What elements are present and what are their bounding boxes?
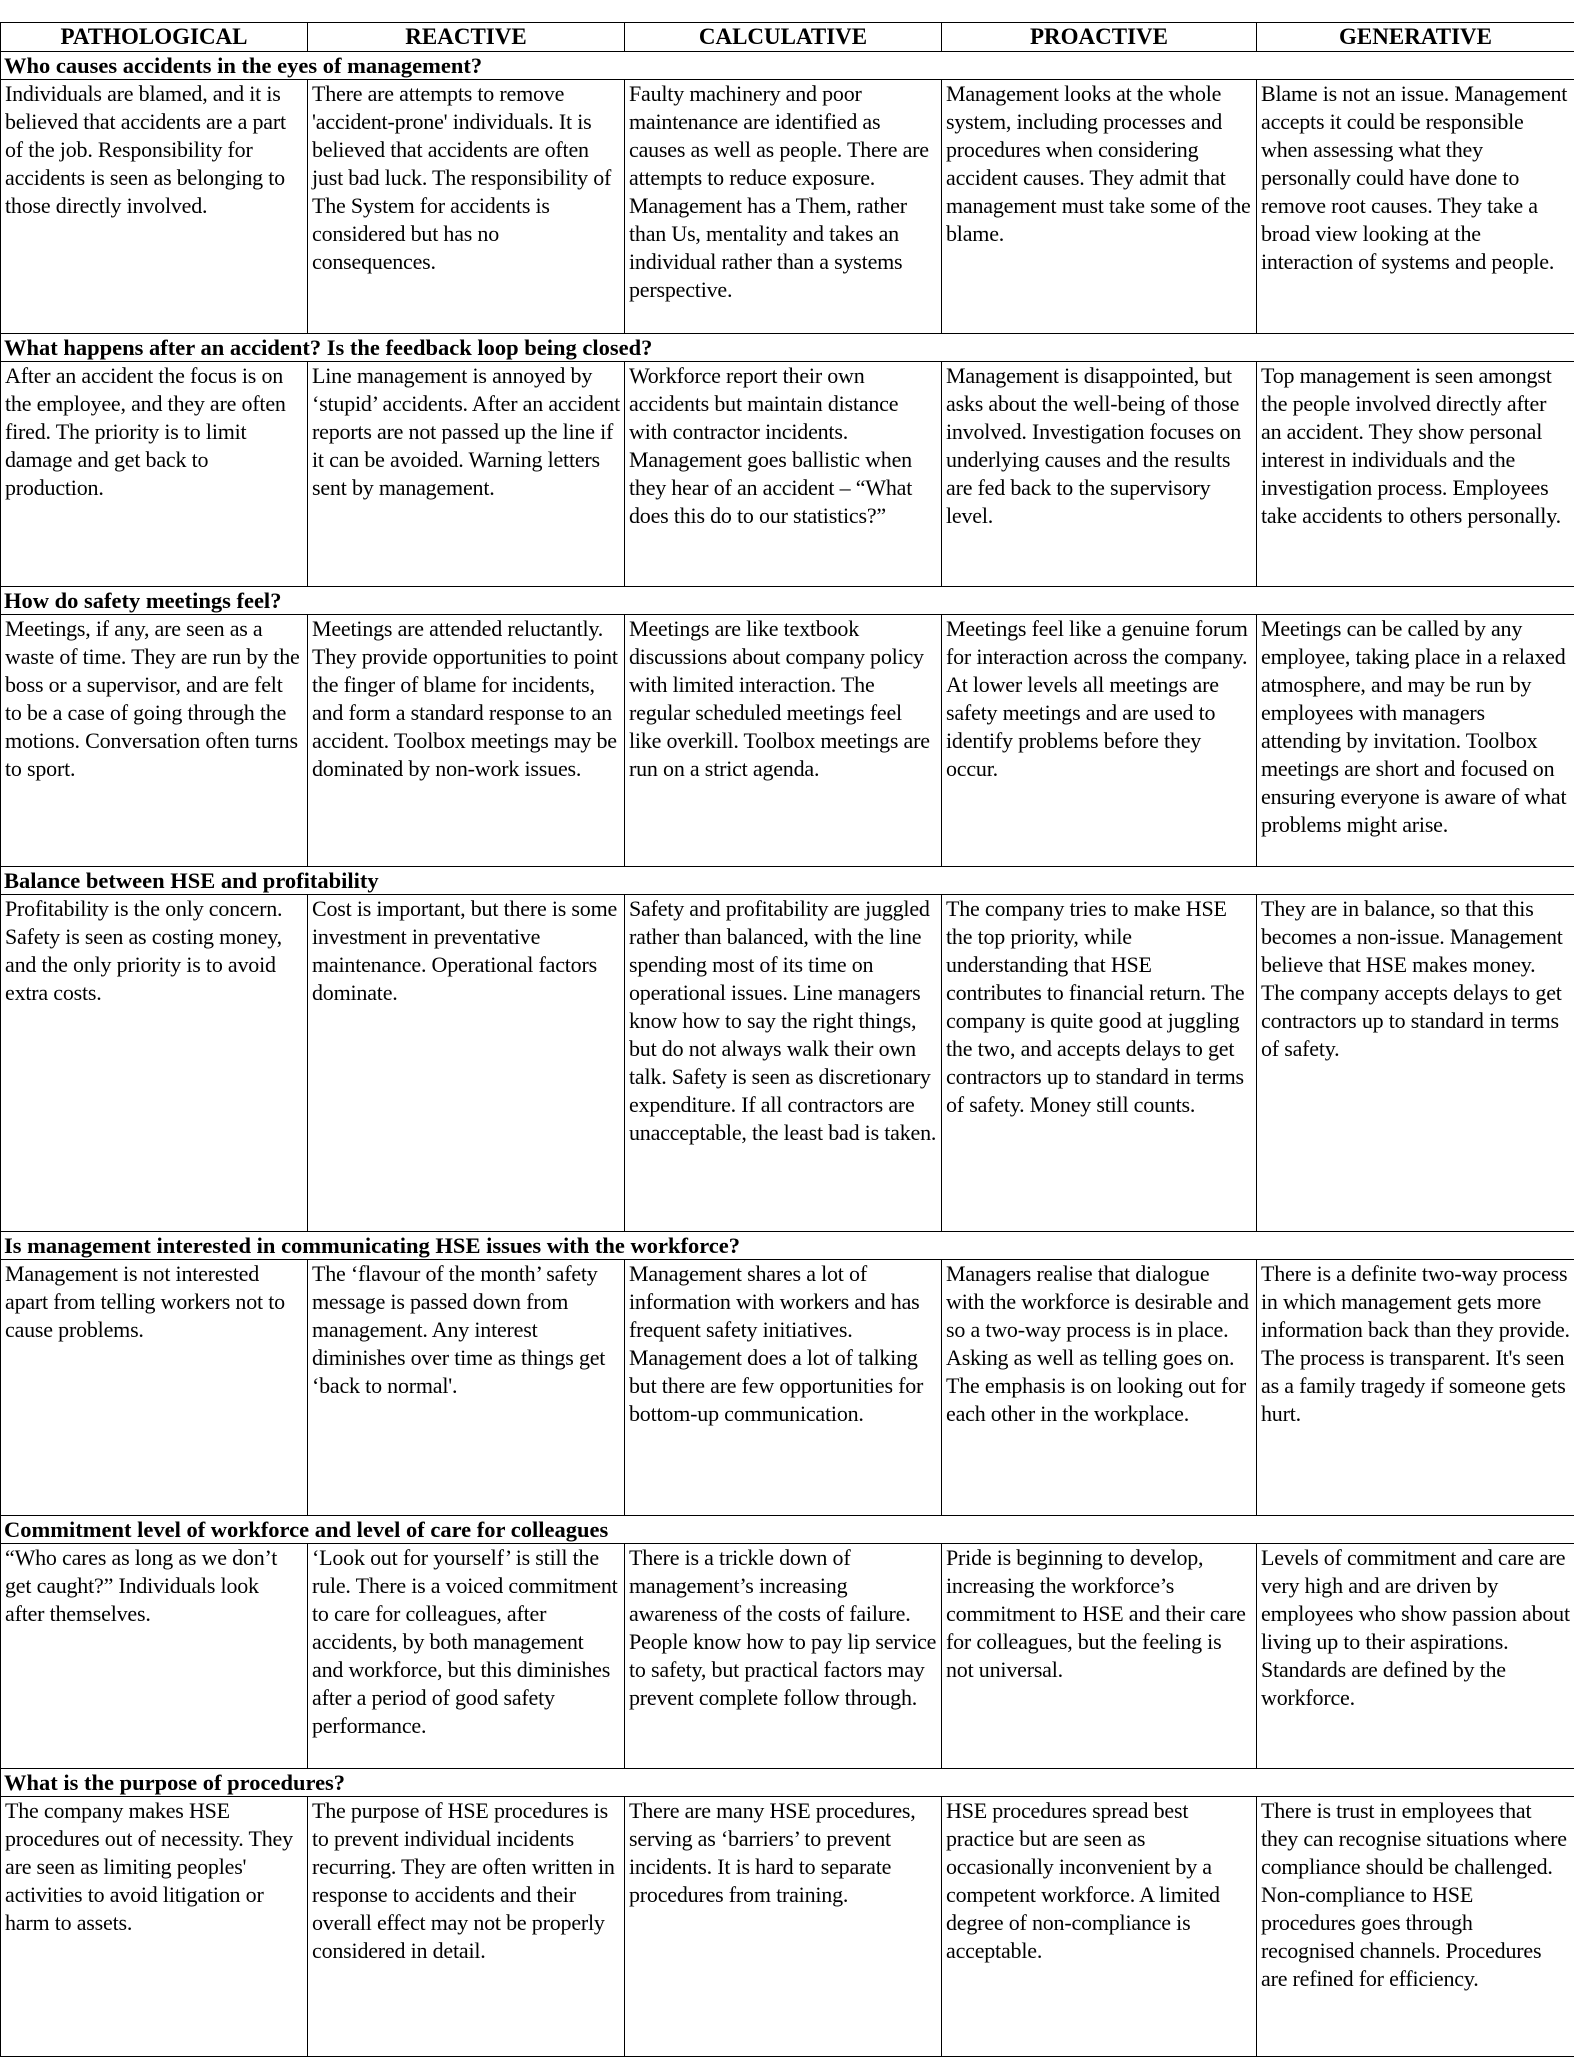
table-cell-reactive: The purpose of HSE procedures is to prevent individual incidents recurring. They are often written in response to accidents and their overall effect may not be properly considered in detail. — [308, 1797, 625, 2057]
table-cell-reactive: Cost is important, but there is some investment in preventative maintenance. Operational factors dominate. — [308, 895, 625, 1232]
header-calculative: CALCULATIVE — [625, 23, 942, 52]
table-cell-generative: They are in balance, so that this becomes a non-issue. Management believe that HSE makes money. The company accepts delays to get contractors up to standard in terms of safety. — [1257, 895, 1574, 1232]
section-content-row — [1, 1544, 1574, 1769]
table-cell-reactive: There are attempts to remove 'accident-prone' individuals. It is believed that accidents are often just bad luck. The responsibility of The System for accidents is considered but has no consequences. — [308, 80, 625, 334]
section-title: Balance between HSE and profitability — [1, 867, 1574, 895]
section-title-row — [1, 1232, 1574, 1260]
table-cell-reactive: Meetings are attended reluctantly. They provide opportunities to point the finger of blame for incidents, and form a standard response to an accident. Toolbox meetings may be dominated by non-work issues. — [308, 615, 625, 867]
section-title-row — [1, 334, 1574, 362]
table-cell-pathological: Individuals are blamed, and it is believed that accidents are a part of the job. Responsibility for accidents is seen as belonging to those directly involved. — [1, 80, 308, 334]
table-cell-calculative: Management shares a lot of information with workers and has frequent safety initiatives. Management does a lot of talking but there are few opportunities for bottom-up communication. — [625, 1260, 942, 1516]
section-title-row — [1, 1516, 1574, 1544]
table-cell-proactive: Pride is beginning to develop, increasing the workforce’s commitment to HSE and their care for colleagues, but the feeling is not universal. — [942, 1544, 1257, 1769]
table-cell-proactive: HSE procedures spread best practice but are seen as occasionally inconvenient by a competent workforce. A limited degree of non-compliance is acceptable. — [942, 1797, 1257, 2057]
section-title: What happens after an accident? Is the feedback loop being closed? — [1, 334, 1574, 362]
section-content-row — [1, 1797, 1574, 2057]
section-title: Is management interested in communicating HSE issues with the workforce? — [1, 1232, 1574, 1260]
table-cell-proactive: Management looks at the whole system, including processes and procedures when considering accident causes. They admit that management must take some of the blame. — [942, 80, 1257, 334]
table-cell-reactive: The ‘flavour of the month’ safety message is passed down from management. Any interest diminishes over time as things get ‘back to normal'. — [308, 1260, 625, 1516]
table-cell-generative: Blame is not an issue. Management accepts it could be responsible when assessing what they personally could have done to remove root causes. They take a broad view looking at the interaction of systems and people. — [1257, 80, 1574, 334]
section-title: How do safety meetings feel? — [1, 587, 1574, 615]
safety-culture-maturity-table — [0, 22, 1574, 2057]
table-cell-calculative: Safety and profitability are juggled rather than balanced, with the line spending most of its time on operational issues. Line managers know how to say the right things, but do not always walk their own talk. Safety is seen as discretionary expenditure. If all contractors are unacceptable, the least bad is taken. — [625, 895, 942, 1232]
section-title-row — [1, 867, 1574, 895]
section-title-row — [1, 587, 1574, 615]
section-title: Who causes accidents in the eyes of management? — [1, 52, 1574, 80]
header-reactive: REACTIVE — [308, 23, 625, 52]
section-title: What is the purpose of procedures? — [1, 1769, 1574, 1797]
section-title-row — [1, 1769, 1574, 1797]
section-content-row — [1, 362, 1574, 587]
table-cell-reactive: ‘Look out for yourself’ is still the rule. There is a voiced commitment to care for colleagues, after accidents, by both management and workforce, but this diminishes after a period of good safety performance. — [308, 1544, 625, 1769]
table-cell-generative: There is trust in employees that they can recognise situations where compliance should be challenged. Non-compliance to HSE procedures goes through recognised channels. Procedures are refined for efficiency. — [1257, 1797, 1574, 2057]
header-generative: GENERATIVE — [1257, 23, 1574, 52]
table-cell-generative: Levels of commitment and care are very high and are driven by employees who show passion about living up to their aspirations. Standards are defined by the workforce. — [1257, 1544, 1574, 1769]
table-cell-pathological: “Who cares as long as we don’t get caught?” Individuals look after themselves. — [1, 1544, 308, 1769]
section-title: Commitment level of workforce and level of care for colleagues — [1, 1516, 1574, 1544]
table-cell-calculative: There are many HSE procedures, serving as ‘barriers’ to prevent incidents. It is hard to separate procedures from training. — [625, 1797, 942, 2057]
section-content-row — [1, 615, 1574, 867]
table-cell-pathological: The company makes HSE procedures out of necessity. They are seen as limiting peoples' activities to avoid litigation or harm to assets. — [1, 1797, 308, 2057]
header-proactive: PROACTIVE — [942, 23, 1257, 52]
table-cell-reactive: Line management is annoyed by ‘stupid’ accidents. After an accident reports are not passed up the line if it can be avoided. Warning letters sent by management. — [308, 362, 625, 587]
header-pathological: PATHOLOGICAL — [1, 23, 308, 52]
section-content-row — [1, 1260, 1574, 1516]
table-cell-generative: There is a definite two-way process in which management gets more information back than they provide. The process is transparent. It's seen as a family tragedy if someone gets hurt. — [1257, 1260, 1574, 1516]
table-cell-pathological: Management is not interested apart from telling workers not to cause problems. — [1, 1260, 308, 1516]
section-content-row — [1, 80, 1574, 334]
table-cell-proactive: Management is disappointed, but asks about the well-being of those involved. Investigation focuses on underlying causes and the results are fed back to the supervisory level. — [942, 362, 1257, 587]
table-cell-proactive: Managers realise that dialogue with the workforce is desirable and so a two-way process is in place. Asking as well as telling goes on. The emphasis is on looking out for each other in the workplace. — [942, 1260, 1257, 1516]
table-cell-generative: Meetings can be called by any employee, taking place in a relaxed atmosphere, and may be run by employees with managers attending by invitation. Toolbox meetings are short and focused on ensuring everyone is aware of what problems might arise. — [1257, 615, 1574, 867]
table-cell-proactive: The company tries to make HSE the top priority, while understanding that HSE contributes to financial return. The company is quite good at juggling the two, and accepts delays to get contractors up to standard in terms of safety. Money still counts. — [942, 895, 1257, 1232]
section-title-row — [1, 52, 1574, 80]
table-cell-calculative: Faulty machinery and poor maintenance are identified as causes as well as people. There are attempts to reduce exposure. Management has a Them, rather than Us, mentality and takes an individual rather than a systems perspective. — [625, 80, 942, 334]
table-cell-calculative: There is a trickle down of management’s increasing awareness of the costs of failure. People know how to pay lip service to safety, but practical factors may prevent complete follow through. — [625, 1544, 942, 1769]
table-cell-pathological: Meetings, if any, are seen as a waste of time. They are run by the boss or a supervisor, and are felt to be a case of going through the motions. Conversation often turns to sport. — [1, 615, 308, 867]
table-cell-proactive: Meetings feel like a genuine forum for interaction across the company. At lower levels all meetings are safety meetings and are used to identify problems before they occur. — [942, 615, 1257, 867]
table-cell-calculative: Workforce report their own accidents but maintain distance with contractor incidents. Management goes ballistic when they hear of an accident – “What does this do to our statistics?” — [625, 362, 942, 587]
section-content-row — [1, 895, 1574, 1232]
table-cell-generative: Top management is seen amongst the people involved directly after an accident. They show personal interest in individuals and the investigation process. Employees take accidents to others personally. — [1257, 362, 1574, 587]
table-cell-pathological: After an accident the focus is on the employee, and they are often fired. The priority is to limit damage and get back to production. — [1, 362, 308, 587]
table-cell-calculative: Meetings are like textbook discussions about company policy with limited interaction. The regular scheduled meetings feel like overkill. Toolbox meetings are run on a strict agenda. — [625, 615, 942, 867]
header-row — [1, 23, 1574, 52]
table-cell-pathological: Profitability is the only concern. Safety is seen as costing money, and the only priority is to avoid extra costs. — [1, 895, 308, 1232]
